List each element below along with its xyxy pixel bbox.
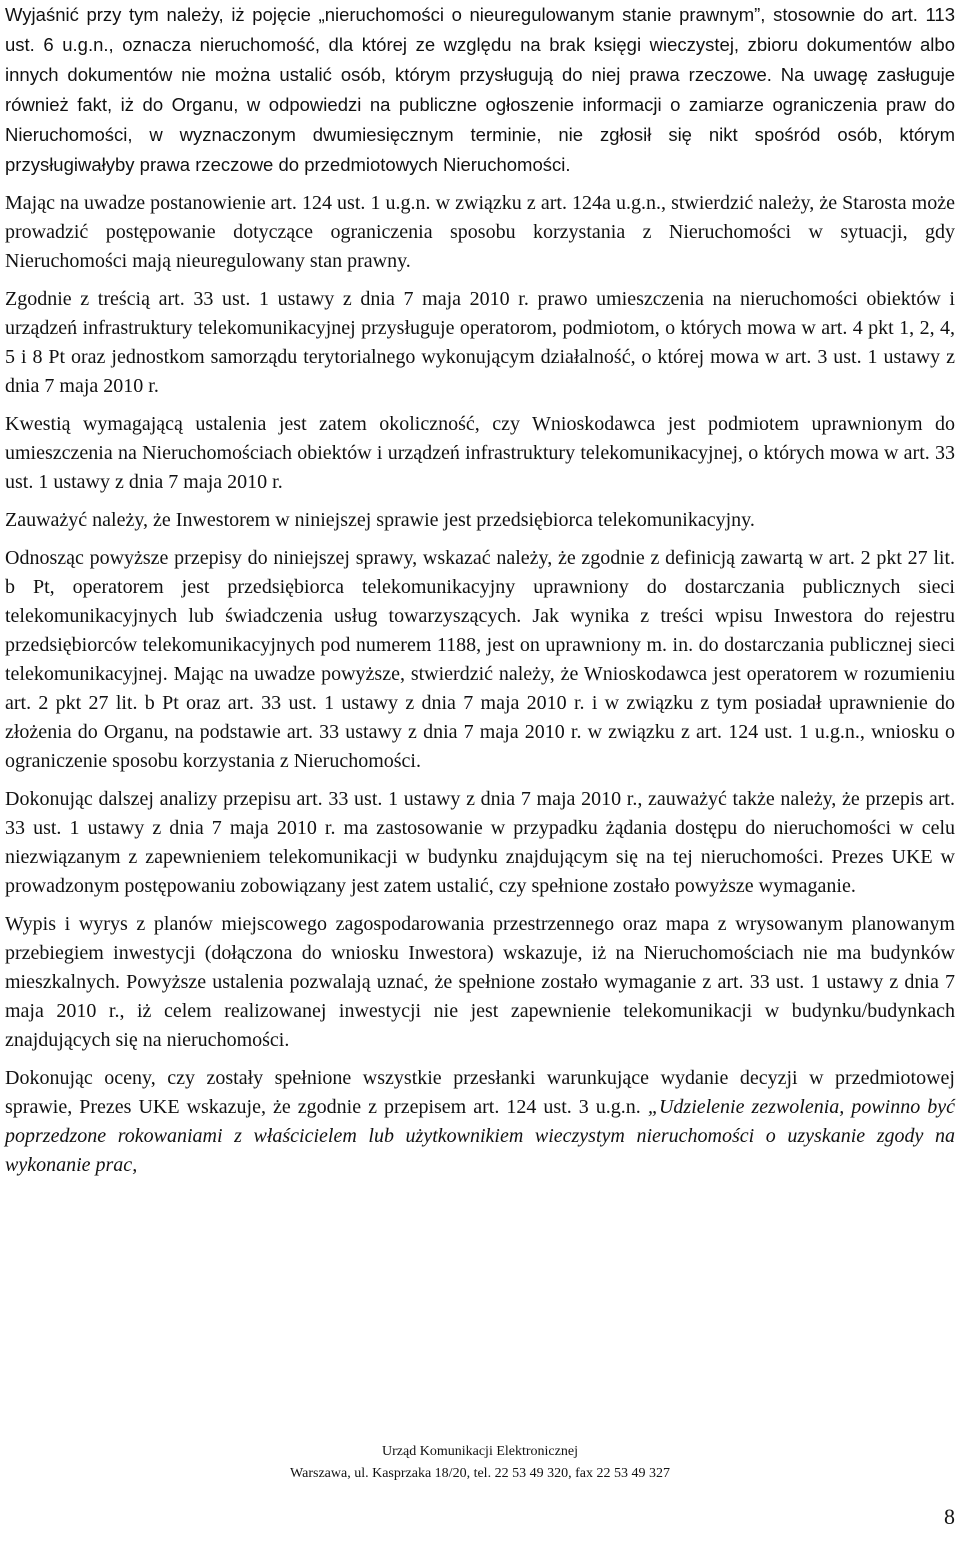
paragraph-text: Dokonując oceny, czy zostały spełnione wszystkie przesłanki warunkujące wydanie decyzji w przedmiotowej sprawie, Prezes UKE wskazuje, że zgodnie z przepisem art. 124 ust. 3 u.g.n. xyxy=(5,1067,955,1118)
page-footer xyxy=(5,1441,955,1485)
document-page xyxy=(5,0,955,1541)
paragraph-text: Wyjaśnić przy tym należy, iż pojęcie „nieruchomości o nieuregulowanym stanie prawnym”, stosownie do art. 113 ust. 6 u.g.n., oznacza nieruchomość, dla której ze względu na brak księgi wieczystej, zbioru dokumentów albo innych dokumentów nie można ustalić osób, którym przysługują do niej prawa rzeczowe. xyxy=(5,4,955,85)
paragraph-text: Na uwagę zasługuje również fakt, iż do Organu, w odpowiedzi na publiczne ogłoszenie informacji o zamiarze ograniczenia praw do Nieruchomości, w wyznaczonym dwumiesięcznym terminie, nie zgłosił się nikt spośród osób, którym przysługiwałyby prawa rzeczowe do przedmiotowych Nieruchomości. xyxy=(5,64,956,175)
document-body xyxy=(5,0,955,1180)
paragraph-wypis-wyrys: Wypis i wyrys z planów miejscowego zagospodarowania przestrzennego oraz mapa z wrysowanym planowanym przebiegiem inwestycji (dołączona do wniosku Inwestora) wskazuje, iż na Nieruchomościach nie ma budynków mieszkalnych. Powyższe ustalenia pozwalają uznać, że spełnione zostało wymaganie z art. 33 ust. 1 ustawy z dnia 7 maja 2010 r., iż celem realizowanej inwestycji nie jest zapewnienie telekomunikacji w budynku/budynkach znajdujących się na nieruchomości. xyxy=(5,913,955,1051)
paragraph-ocena xyxy=(5,1064,955,1180)
paragraph-inwestor: Zauważyć należy, że Inwestorem w niniejszej sprawie jest przedsiębiorca telekomunikacyjny. xyxy=(5,509,755,531)
paragraph-art-33: Zgodnie z treścią art. 33 ust. 1 ustawy z dnia 7 maja 2010 r. prawo umieszczenia na nieruchomości obiektów i urządzeń infrastruktury telekomunikacyjnej przysługuje operatorom, podmiotom, o których mowa w art. 4 pkt 1, 2, 4, 5 i 8 Pt oraz jednostkom samorządu terytorialnego wykonującym działalność, o której mowa w art. 3 ust. 1 ustawy z dnia 7 maja 2010 r. xyxy=(5,288,955,397)
paragraph-analiza: Dokonując dalszej analizy przepisu art. 33 ust. 1 ustawy z dnia 7 maja 2010 r., zauważyć także należy, że przepis art. 33 ust. 1 ustawy z dnia 7 maja 2010 r. ma zastosowanie w przypadku żądania dostępu do nieruchomości w celu niezwiązanym z zapewnieniem telekomunikacji w budynku znajdującym się na tej nieruchomości. Prezes UKE w prowadzonym postępowaniu zobowiązany jest zatem ustalić, czy spełnione zostało powyższe wymaganie. xyxy=(5,788,955,897)
paragraph-kwestia: Kwestią wymagającą ustalenia jest zatem okoliczność, czy Wnioskodawca jest podmiotem uprawnionym do umieszczenia na Nieruchomościach obiektów i urządzeń infrastruktury telekomunikacyjnej, o których mowa w art. 33 ust. 1 ustawy z dnia 7 maja 2010 r. xyxy=(5,413,955,493)
footer-institution: Urząd Komunikacji Elektronicznej xyxy=(382,1444,578,1459)
page-number: 8 xyxy=(944,1504,955,1529)
paragraph-starosta: Mając na uwadze postanowienie art. 124 ust. 1 u.g.n. w związku z art. 124a u.g.n., stwierdzić należy, że Starosta może prowadzić postępowanie dotyczące ograniczenia sposobu korzystania z Nieruchomości w sytuacji, gdy Nieruchomości mają nieuregulowany stan prawny. xyxy=(5,192,955,272)
paragraph-nieuregulowany-stan xyxy=(5,0,955,180)
paragraph-operator: Odnosząc powyższe przepisy do niniejszej sprawy, wskazać należy, że zgodnie z definicją zawartą w art. 2 pkt 27 lit. b Pt, operatorem jest przedsiębiorca telekomunikacyjny uprawniony do dostarczania publicznych sieci telekomunikacyjnych lub świadczenia usług towarzyszących. Jak wynika z treści wpisu Inwestora do rejestru przedsiębiorców telekomunikacyjnych pod numerem 1188, jest on uprawniony m. in. do dostarczania publicznej sieci telekomunikacyjnej. Mając na uwadze powyższe, stwierdzić należy, że Wnioskodawca jest operatorem w rozumieniu art. 2 pkt 27 lit. b Pt oraz art. 33 ust. 1 ustawy z dnia 7 maja 2010 r. i w związku z tym posiadał uprawnienie do złożenia do Organu, na podstawie art. 33 ustawy z dnia 7 maja 2010 r. w związku z art. 124 ust. 1 u.g.n., wniosku o ograniczenie sposobu korzystania z Nieruchomości. xyxy=(5,547,955,772)
legal-quote: „Udzielenie zezwolenia, powinno być poprzedzone rokowaniami z właścicielem lub użytkownikiem wieczystym nieruchomości o uzyskanie zgody na wykonanie prac, xyxy=(5,1096,955,1176)
footer-address: Warszawa, ul. Kasprzaka 18/20, tel. 22 53 49 320, fax 22 53 49 327 xyxy=(290,1466,670,1481)
